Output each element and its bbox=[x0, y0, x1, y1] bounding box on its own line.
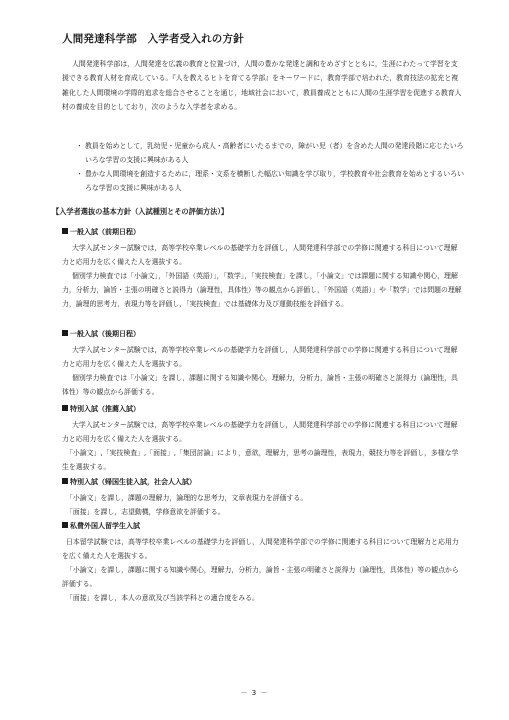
section-paragraph: 「面接」を課し，本人の意欲及び当該学科との適合度をみる。 bbox=[66, 594, 259, 602]
section-paragraph: 大学入試センター試験では，高等学校卒業レベルの基礎学力を評価し，人間発達科学部での学修に関連する科目について理解力と応用力を広く備えた人を選抜する。 bbox=[62, 421, 458, 443]
section-heading bbox=[62, 327, 464, 341]
page-number: － 3 － bbox=[240, 689, 269, 697]
section-heading bbox=[62, 519, 464, 533]
section-paragraph: 「小論文」を課し，課題に関する知識や関心，理解力，分析力，論旨・主張の明確さと説得力（論理性，具体性）等の観点から評価する。 bbox=[62, 566, 459, 588]
section-heading-text: 一般入試（後期日程） bbox=[70, 330, 140, 338]
section-paragraph: 「小論文」を課し，課題の理解力，論理的な思考力，文章表現力を評価する。 bbox=[66, 494, 308, 502]
section-paragraph: 「小論文」,「実技検査」,「面接」,「集団討論」により，意欲，理解力，思考の論理性，表現力，競技力等を評価し，多様な学生を選抜する。 bbox=[62, 449, 459, 471]
section-returnee-adult bbox=[62, 475, 464, 519]
section-heading-text: 一般入試（前期日程） bbox=[70, 228, 140, 236]
section-heading bbox=[62, 402, 464, 416]
page-title: 人間発達科学部 入学者受入れの方針 bbox=[62, 33, 244, 45]
section-paragraph: 大学入試センター試験では，高等学校卒業レベルの基礎学力を評価し，人間発達科学部での学修に関連する科目について理解力と応用力を広く備えた人を選抜する。 bbox=[62, 244, 458, 266]
square-bullet-icon bbox=[62, 405, 68, 411]
section-recommendation bbox=[62, 402, 464, 474]
section-general-first bbox=[62, 225, 464, 311]
section-general-second bbox=[62, 327, 464, 399]
bullet-mark: ・ bbox=[76, 170, 83, 178]
square-bullet-icon bbox=[62, 478, 68, 484]
section-heading bbox=[62, 225, 464, 239]
list-item bbox=[76, 168, 464, 195]
section-international-students bbox=[62, 519, 464, 605]
section-heading-text: 特別入試（推薦入試） bbox=[70, 405, 140, 413]
square-bullet-icon bbox=[62, 228, 68, 234]
list-item bbox=[76, 140, 464, 167]
admission-criteria-list bbox=[76, 140, 464, 196]
section-paragraph: 個別学力検査では「小論文」を課し，課題に関する知識や関心，理解力，分析力，論旨・主張の明確さと説得力（論理性，具体性）等の観点から評価する。 bbox=[62, 374, 458, 396]
list-item-text: 教員を始めとして，乳幼児・児童から成人・高齢者にいたるまでの，障がい児（者）を含めた人間の発達段階に応じたいろいろな学習の支援に興味がある人 bbox=[85, 142, 464, 164]
section-paragraph: 大学入試センター試験では，高等学校卒業レベルの基礎学力を評価し，人間発達科学部での学修に関連する科目について理解力と応用力を広く備えた人を選抜する。 bbox=[62, 346, 458, 368]
square-bullet-icon bbox=[62, 330, 68, 336]
section-heading-text: 私費外国人留学生入試 bbox=[70, 522, 140, 530]
section-paragraph: 「面接」を課し，志望動機，学修意欲を評価する。 bbox=[66, 508, 225, 516]
square-bullet-icon bbox=[62, 522, 68, 528]
basic-policy-heading: 【入学者選抜の基本方針（入試種別とその評価方法）】 bbox=[52, 207, 229, 216]
section-heading bbox=[62, 475, 464, 489]
bullet-mark: ・ bbox=[76, 142, 83, 150]
intro-paragraph: 人間発達科学部は，人間発達を広義の教育と位置づけ，人間の豊かな発達と調和をめざすとともに，生涯にわたって学習を支援できる教育人材を育成している。『人を教えるヒトを育てる学部』をキーワードに，教育学部で培われた，教育技法の拡充と複雑化した人間環境の学際的追求を総合させることを通じ，地域社会において，教員養成とともに人間の生涯学習を促進する教育人材の養成を目的としており，次のような入学者を求める。 bbox=[62, 59, 462, 112]
section-heading-text: 特別入試（帰国生徒入試，社会人入試） bbox=[70, 478, 196, 486]
list-item-text: 豊かな人間環境を創造するために，理系・文系を横断した幅広い知識を学び取り，学校教育や社会教育を始めとするいろいろな学習の支援に興味がある人 bbox=[85, 170, 464, 192]
section-paragraph: 日本留学試験では，高等学校卒業レベルの基礎学力を評価し，人間発達科学部での学修に関連する科目について理解力と応用力を広く備えた人を選抜する。 bbox=[62, 538, 459, 560]
section-paragraph: 個別学力検査では「小論文」，「外国語（英語）」，「数学」，「実技検査」を課し，「小論文」では課題に関する知識や関心，理解力，分析力，論旨・主張の明確さと説得力（論理性，具体性）等の観点から評価し，「外国語（英語）」や「数学」では問題の理解力，論理的思考力，表現力等を評価し，「実技検査」では基礎体力及び運動技能を評価する。 bbox=[62, 272, 462, 308]
